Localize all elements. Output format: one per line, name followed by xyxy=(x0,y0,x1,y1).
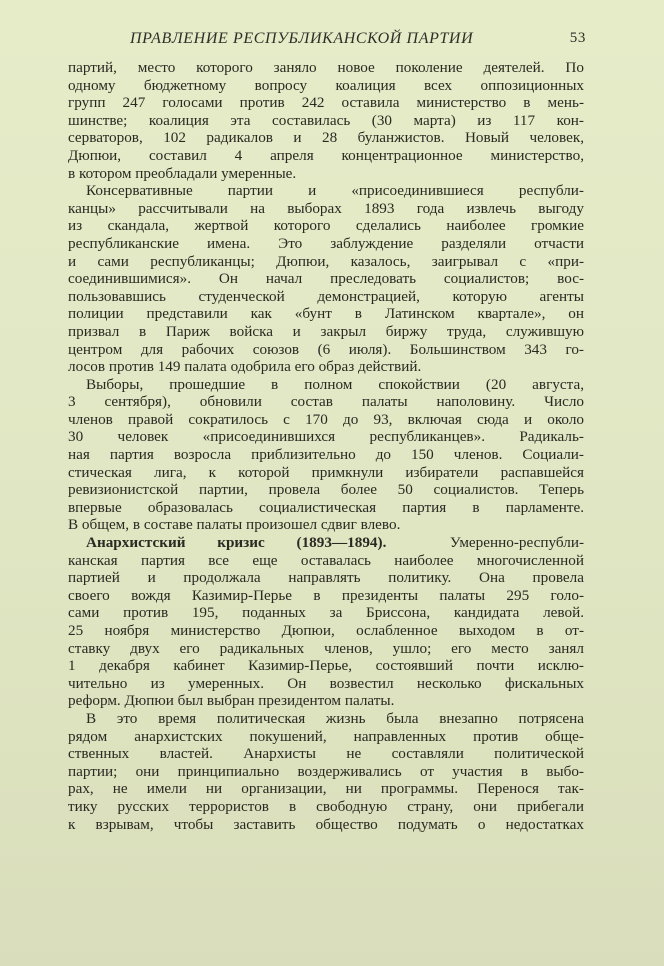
text-line: чительно из умеренных. Он возвестил несколько фискальных xyxy=(68,674,584,692)
text-line: ственных властей. Анархисты не составляли политической xyxy=(68,745,584,763)
text-line: канская партия все еще оставалась наиболее многочисленной xyxy=(68,551,584,569)
paragraph xyxy=(68,710,584,833)
text-line: Дюпюи, составил 4 апреля концентрационное министерство, xyxy=(68,146,584,164)
text-span: Умеренно-республи- xyxy=(449,534,584,552)
body-text xyxy=(68,59,584,833)
text-line: призвал в Париж войска и закрыл биржу труда, служившую xyxy=(68,322,584,340)
text-line: ревизионистской партии, провела более 50 социалистов. Теперь xyxy=(68,481,584,499)
text-line: групп 247 голосами против 242 оставила министерство в мень- xyxy=(68,94,584,112)
text-line: в котором преобладали умеренные. xyxy=(68,164,297,182)
text-line: Выборы, прошедшие в полном спокойствии (20 августа, xyxy=(86,375,584,393)
page-number: 53 xyxy=(569,30,586,46)
text-line: рядом анархистских покушений, направленных против обще- xyxy=(68,727,584,745)
text-line: серваторов, 102 радикалов и 28 буланжистов. Новый человек, xyxy=(68,129,584,147)
text-line: 3 сентября), обновили состав палаты наполовину. Число xyxy=(68,393,584,411)
text-line: из скандала, жертвой которого сделались наиболее громкие xyxy=(68,217,584,235)
text-line: республиканские имена. Это заблуждение разделяли отчасти xyxy=(68,234,584,252)
text-line: партий, место которого заняло новое поколение деятелей. По xyxy=(68,59,584,76)
text-line: своего вождя Казимир-Перье в президенты палаты 295 голо- xyxy=(68,586,584,604)
text-line: 1 декабря кабинет Казимир-Перье, состоявший почти исклю- xyxy=(68,657,584,675)
text-line: ставку двух его радикальных членов, ушло; его место занял xyxy=(68,639,584,657)
text-line: впервые образовалась социалистическая партия в парламенте. xyxy=(68,498,584,516)
text-line: центром для рабочих союзов (6 июля). Большинством 343 го- xyxy=(68,340,584,358)
running-title: ПРАВЛЕНИЕ РЕСПУБЛИКАНСКОЙ ПАРТИИ xyxy=(130,30,474,47)
text-line: партии; они принципиально воздерживались от участия в выбо- xyxy=(68,762,584,780)
paragraph xyxy=(68,182,584,376)
text-line: реформ. Дюпюи был выбран президентом палаты. xyxy=(68,692,395,710)
text-line: соединившимися». Он начал преследовать социалистов; вос- xyxy=(68,270,584,288)
text-line: полиции представили как «бунт в Латинском квартале», он xyxy=(68,305,584,323)
text-line: шинстве; коалиция эта составилась (30 марта) из 117 кон- xyxy=(68,111,584,129)
text-line: 25 ноября министерство Дюпюи, ослабленное выходом в от- xyxy=(68,622,584,639)
paragraph xyxy=(68,59,584,182)
text-line: Консервативные партии и «присоединившиеся республи- xyxy=(86,182,584,200)
text-line: пользовавшись студенческой демонстрацией, которую агенты xyxy=(68,287,584,305)
text-line: партией и продолжала направлять политику. Она провела xyxy=(68,569,584,587)
section-heading: Анархистский кризис (1893—1894). xyxy=(86,534,387,552)
text-line: В это время политическая жизнь была внезапно потрясена xyxy=(86,709,584,727)
text-line: к взрывам, чтобы заставить общество подумать о недостатках xyxy=(68,815,584,833)
paragraph xyxy=(68,376,584,534)
book-page xyxy=(68,30,584,833)
text-line: канцы» рассчитывали на выборах 1893 года извлечь выгоду xyxy=(68,199,584,217)
text-line: и сами республиканцы; Дюпюи, казалось, заигрывал с «при- xyxy=(68,252,584,270)
text-line xyxy=(68,534,584,552)
text-line: лосов против 149 палата одобрила его образ действий. xyxy=(68,358,422,376)
text-line: сами против 195, поданных за Бриссона, кандидата левой. xyxy=(68,604,584,622)
text-line: членов правой сократилось с 170 до 93, включая сюда и около xyxy=(68,410,584,428)
running-head xyxy=(68,30,584,52)
text-line: стическая лига, к которой примкнули избиратели распавшейся xyxy=(68,463,584,481)
text-line: тику русских террористов в свободную страну, они прибегали xyxy=(68,797,584,815)
text-line: В общем, в составе палаты произошел сдвиг влево. xyxy=(68,516,401,534)
text-line: 30 человек «присоединившихся республиканцев». Радикаль- xyxy=(68,428,584,446)
text-line: рах, не имели ни организации, ни программы. Перенося так- xyxy=(68,780,584,798)
text-line: одному бюджетному вопросу коалиция всех оппозиционных xyxy=(68,76,584,94)
text-line: ная партия возросла приблизительно до 150 членов. Социали- xyxy=(68,446,584,464)
paragraph xyxy=(68,534,584,710)
